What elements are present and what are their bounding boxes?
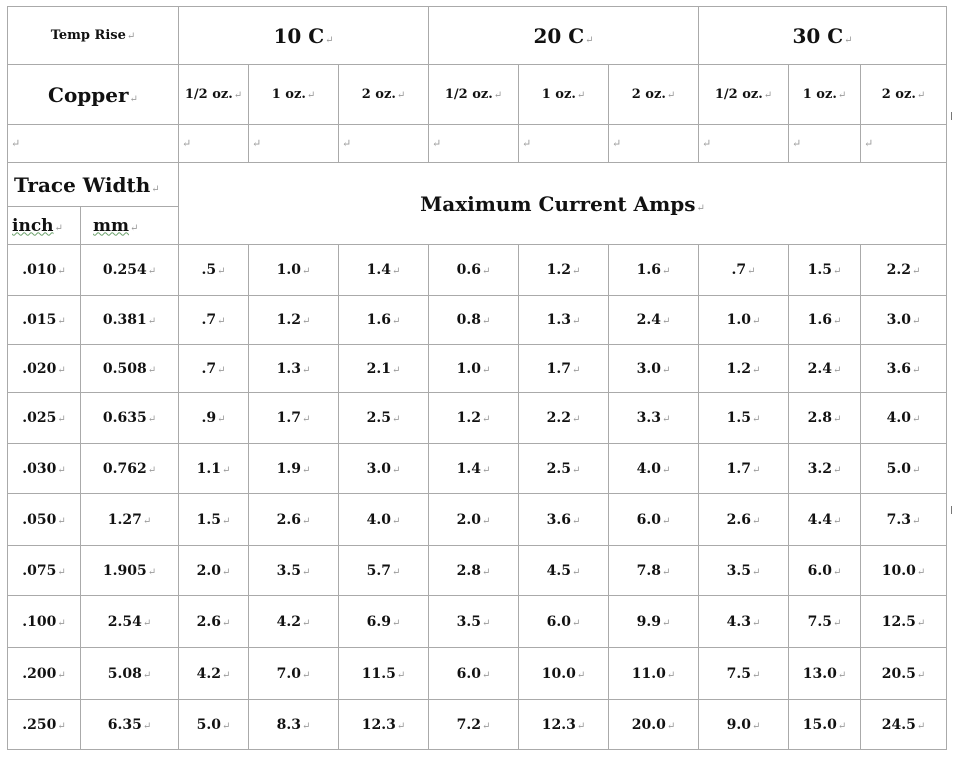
mm-cell: 0.762↵ (81, 444, 179, 494)
mm-cell: 0.508↵ (81, 345, 179, 393)
inch-label: inch↵ (8, 207, 81, 245)
amps-cell: 6.0↵ (519, 596, 609, 648)
amps-cell: 2.0↵ (179, 546, 249, 596)
amps-cell: 2.2↵ (519, 393, 609, 444)
weight-header: 1/2 oz.↵ (179, 65, 249, 125)
amps-cell: 2.4↵ (789, 345, 861, 393)
inch-cell: .025↵ (8, 393, 81, 444)
amps-cell: .7↵ (699, 245, 789, 296)
amps-cell: 3.0↵ (609, 345, 699, 393)
table-row (8, 494, 947, 546)
amps-cell: 9.0↵ (699, 700, 789, 750)
amps-cell: 11.5↵ (339, 648, 429, 700)
weight-header: 2 oz.↵ (339, 65, 429, 125)
amps-cell: 3.6↵ (519, 494, 609, 546)
inch-cell: .010↵ (8, 245, 81, 296)
amps-cell: 3.3↵ (609, 393, 699, 444)
amps-cell: 4.0↵ (609, 444, 699, 494)
amps-cell: 6.0↵ (609, 494, 699, 546)
mm-cell: 1.905↵ (81, 546, 179, 596)
amps-cell: 6.9↵ (339, 596, 429, 648)
table-row (8, 245, 947, 296)
table-row (8, 546, 947, 596)
amps-cell: .7↵ (179, 345, 249, 393)
empty-cell: ↵ (179, 125, 249, 163)
amps-cell: 4.0↵ (339, 494, 429, 546)
temp-rise-row (8, 7, 947, 65)
amps-cell: 5.0↵ (861, 444, 947, 494)
amps-cell: 3.5↵ (429, 596, 519, 648)
amps-cell: 1.6↵ (339, 296, 429, 345)
amps-cell: 1.0↵ (699, 296, 789, 345)
copper-weight-row (8, 65, 947, 125)
amps-cell: 3.2↵ (789, 444, 861, 494)
amps-cell: 1.7↵ (699, 444, 789, 494)
amps-cell: 4.2↵ (249, 596, 339, 648)
amps-cell: 7.2↵ (429, 700, 519, 750)
amps-cell: 1.7↵ (519, 345, 609, 393)
table-row (8, 393, 947, 444)
empty-cell: ↵ (519, 125, 609, 163)
amps-cell: 1.2↵ (699, 345, 789, 393)
amps-cell: 4.0↵ (861, 393, 947, 444)
amps-cell: 10.0↵ (519, 648, 609, 700)
mm-cell: 0.635↵ (81, 393, 179, 444)
amps-cell: 12.5↵ (861, 596, 947, 648)
empty-cell: ↵ (339, 125, 429, 163)
mm-label: mm↵ (81, 207, 179, 245)
table-row (8, 444, 947, 494)
amps-cell: 6.0↵ (789, 546, 861, 596)
mm-cell: 2.54↵ (81, 596, 179, 648)
weight-header: 2 oz.↵ (609, 65, 699, 125)
amps-cell: 2.8↵ (429, 546, 519, 596)
inch-cell: .050↵ (8, 494, 81, 546)
amps-cell: 2.1↵ (339, 345, 429, 393)
temp-20c-header: 20 C↵ (429, 7, 699, 65)
empty-cell: ↵ (699, 125, 789, 163)
amps-cell: 5.7↵ (339, 546, 429, 596)
amps-cell: 4.2↵ (179, 648, 249, 700)
amps-cell: 20.5↵ (861, 648, 947, 700)
amps-cell: 12.3↵ (339, 700, 429, 750)
amps-cell: 10.0↵ (861, 546, 947, 596)
inch-cell: .250↵ (8, 700, 81, 750)
amps-cell: 2.0↵ (429, 494, 519, 546)
amps-cell: 7.0↵ (249, 648, 339, 700)
empty-row (8, 125, 947, 163)
amps-cell: .7↵ (179, 296, 249, 345)
empty-cell: ↵ (861, 125, 947, 163)
amps-cell: 1.6↵ (789, 296, 861, 345)
table-edge-mark (951, 506, 952, 514)
amps-cell: 1.2↵ (519, 245, 609, 296)
amps-cell: 3.5↵ (699, 546, 789, 596)
mm-cell: 5.08↵ (81, 648, 179, 700)
amps-cell: 1.0↵ (429, 345, 519, 393)
amps-cell: 24.5↵ (861, 700, 947, 750)
mm-cell: 0.381↵ (81, 296, 179, 345)
table-edge-mark (951, 112, 952, 120)
weight-header: 1/2 oz.↵ (429, 65, 519, 125)
weight-header: 1 oz.↵ (249, 65, 339, 125)
amps-cell: 15.0↵ (789, 700, 861, 750)
amps-cell: 2.8↵ (789, 393, 861, 444)
inch-cell: .030↵ (8, 444, 81, 494)
amps-cell: 1.0↵ (249, 245, 339, 296)
max-current-label: Maximum Current Amps↵ (179, 163, 947, 245)
amps-cell: 7.8↵ (609, 546, 699, 596)
temp-rise-label: Temp Rise↵ (8, 7, 179, 65)
inch-cell: .020↵ (8, 345, 81, 393)
amps-cell: 2.4↵ (609, 296, 699, 345)
inch-cell: .075↵ (8, 546, 81, 596)
amps-cell: 1.1↵ (179, 444, 249, 494)
current-capacity-table (7, 6, 947, 750)
empty-cell: ↵ (609, 125, 699, 163)
amps-cell: 4.5↵ (519, 546, 609, 596)
amps-cell: 13.0↵ (789, 648, 861, 700)
copper-label: Copper↵ (8, 65, 179, 125)
temp-10c-header: 10 C↵ (179, 7, 429, 65)
amps-cell: 7.3↵ (861, 494, 947, 546)
amps-cell: 1.5↵ (179, 494, 249, 546)
amps-cell: 7.5↵ (699, 648, 789, 700)
amps-cell: 1.2↵ (429, 393, 519, 444)
amps-cell: 2.5↵ (519, 444, 609, 494)
amps-cell: 1.7↵ (249, 393, 339, 444)
empty-cell: ↵ (8, 125, 179, 163)
table-row (8, 296, 947, 345)
mm-cell: 6.35↵ (81, 700, 179, 750)
temp-30c-header: 30 C↵ (699, 7, 947, 65)
amps-cell: .9↵ (179, 393, 249, 444)
amps-cell: 9.9↵ (609, 596, 699, 648)
amps-cell: 3.0↵ (861, 296, 947, 345)
amps-cell: 1.3↵ (249, 345, 339, 393)
trace-width-label: Trace Width↵ (8, 163, 179, 207)
amps-cell: 1.5↵ (789, 245, 861, 296)
empty-cell: ↵ (429, 125, 519, 163)
trace-width-row (8, 163, 947, 207)
amps-cell: 0.6↵ (429, 245, 519, 296)
amps-cell: 4.4↵ (789, 494, 861, 546)
inch-cell: .100↵ (8, 596, 81, 648)
empty-cell: ↵ (789, 125, 861, 163)
mm-cell: 1.27↵ (81, 494, 179, 546)
weight-header: 2 oz.↵ (861, 65, 947, 125)
amps-cell: 2.6↵ (249, 494, 339, 546)
amps-cell: 5.0↵ (179, 700, 249, 750)
amps-cell: 1.4↵ (429, 444, 519, 494)
amps-cell: 3.5↵ (249, 546, 339, 596)
amps-cell: 2.5↵ (339, 393, 429, 444)
weight-header: 1 oz.↵ (789, 65, 861, 125)
weight-header: 1 oz.↵ (519, 65, 609, 125)
amps-cell: .5↵ (179, 245, 249, 296)
amps-cell: 8.3↵ (249, 700, 339, 750)
amps-cell: 11.0↵ (609, 648, 699, 700)
table-row (8, 700, 947, 750)
amps-cell: 3.6↵ (861, 345, 947, 393)
amps-cell: 2.2↵ (861, 245, 947, 296)
empty-cell: ↵ (249, 125, 339, 163)
amps-cell: 1.6↵ (609, 245, 699, 296)
inch-cell: .200↵ (8, 648, 81, 700)
amps-cell: 1.4↵ (339, 245, 429, 296)
amps-cell: 20.0↵ (609, 700, 699, 750)
amps-cell: 6.0↵ (429, 648, 519, 700)
table-row (8, 345, 947, 393)
amps-cell: 3.0↵ (339, 444, 429, 494)
amps-cell: 7.5↵ (789, 596, 861, 648)
amps-cell: 4.3↵ (699, 596, 789, 648)
amps-cell: 2.6↵ (699, 494, 789, 546)
amps-cell: 12.3↵ (519, 700, 609, 750)
amps-cell: 1.3↵ (519, 296, 609, 345)
amps-cell: 1.5↵ (699, 393, 789, 444)
amps-cell: 2.6↵ (179, 596, 249, 648)
amps-cell: 0.8↵ (429, 296, 519, 345)
table-row (8, 648, 947, 700)
mm-cell: 0.254↵ (81, 245, 179, 296)
amps-cell: 1.9↵ (249, 444, 339, 494)
weight-header: 1/2 oz.↵ (699, 65, 789, 125)
inch-cell: .015↵ (8, 296, 81, 345)
table-row (8, 596, 947, 648)
amps-cell: 1.2↵ (249, 296, 339, 345)
